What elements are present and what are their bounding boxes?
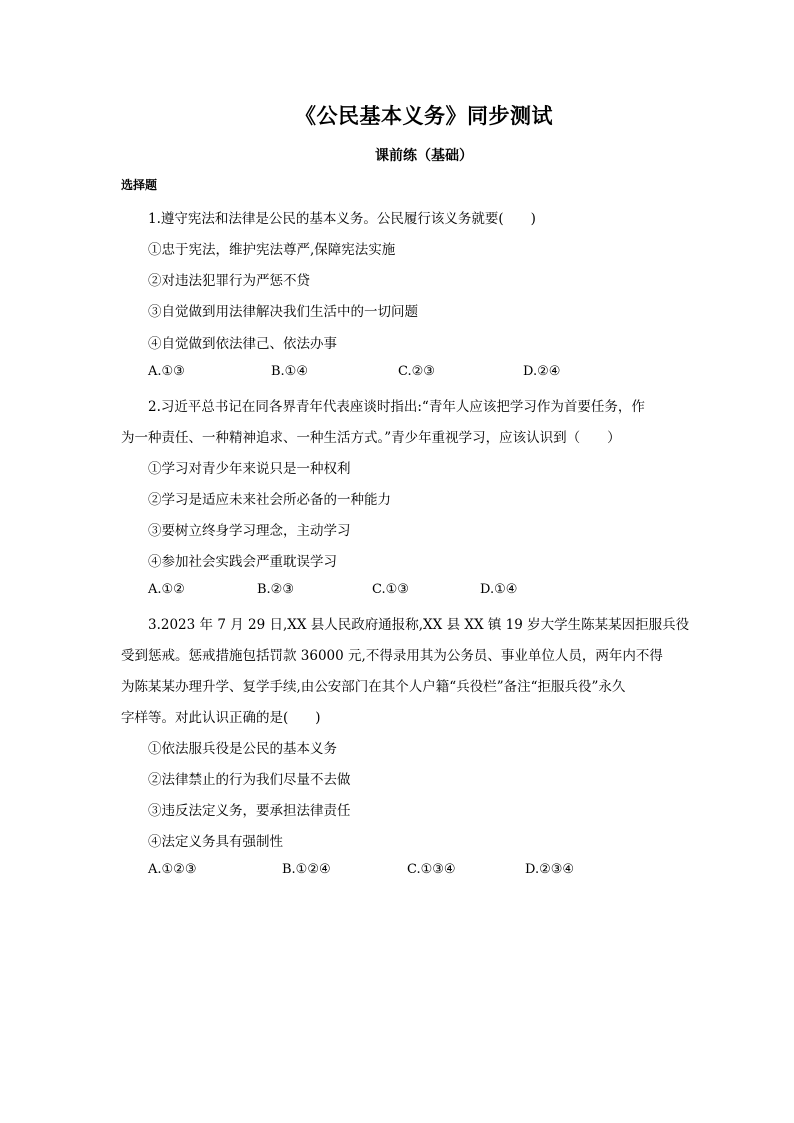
question-3-item: ③违反法定义务，要承担法律责任 <box>148 803 351 819</box>
option-d: D.①④ <box>480 582 518 597</box>
question-3-stem-continued: 为陈某某办理升学、复学手续,由公安部门在其个人户籍“兵役栏”备注“拒服兵役”永久 <box>121 679 626 695</box>
question-1-item: ②对违法犯罪行为严惩不贷 <box>148 273 310 289</box>
question-3-item: ④法定义务具有强制性 <box>148 834 283 850</box>
option-b: B.①④ <box>271 364 308 379</box>
question-2-item: ④参加社会实践会严重耽误学习 <box>148 554 337 570</box>
question-3-item: ②法律禁止的行为我们尽量不去做 <box>148 772 351 788</box>
option-d: D.②③④ <box>525 862 575 877</box>
question-3-item: ①依法服兵役是公民的基本义务 <box>148 741 337 757</box>
option-a: A.①② <box>148 582 185 597</box>
question-1-item: ①忠于宪法，维护宪法尊严,保障宪法实施 <box>148 242 396 258</box>
question-2-item: ②学习是适应未来社会所必备的一种能力 <box>148 492 391 508</box>
question-3-stem: 3.2023 年 7 月 29 日,XX 县人民政府通报称,XX 县 XX 镇 19 岁大学生陈某某因拒服兵役 <box>148 617 690 633</box>
option-a: A.①③ <box>148 364 185 379</box>
option-b: B.①②④ <box>282 862 331 877</box>
question-1-item: ③自觉做到用法律解决我们生活中的一切问题 <box>148 304 418 320</box>
question-2-stem: 2.习近平总书记在同各界青年代表座谈时指出:“青年人应该把学习作为首要任务，作 <box>148 399 645 415</box>
option-a: A.①②③ <box>148 862 197 877</box>
option-c: C.②③ <box>398 364 435 379</box>
option-d: D.②④ <box>523 364 561 379</box>
question-1-item: ④自觉做到依法律己、依法办事 <box>148 336 337 352</box>
question-3-stem-continued: 受到惩戒。惩戒措施包括罚款 36000 元,不得录用其为公务员、事业单位人员，两年内不得 <box>121 648 663 664</box>
question-2-item: ③要树立终身学习理念，主动学习 <box>148 523 351 539</box>
page-subtitle: 课前练（基础） <box>375 148 473 164</box>
page-title: 《公民基本义务》同步测试 <box>295 103 553 128</box>
question-2-item: ①学习对青少年来说只是一种权利 <box>148 461 351 477</box>
option-c: C.①③④ <box>407 862 456 877</box>
question-2-stem-continued: 为一种责任、一种精神追求、一种生活方式。”青少年重视学习，应该认识到（ ） <box>121 430 621 446</box>
option-b: B.②③ <box>257 582 294 597</box>
question-3-stem-continued: 字样等。对此认识正确的是( ) <box>121 710 321 726</box>
option-c: C.①③ <box>372 582 409 597</box>
section-heading: 选择题 <box>121 178 158 192</box>
question-1-stem: 1.遵守宪法和法律是公民的基本义务。公民履行该义务就要( ) <box>148 211 536 227</box>
